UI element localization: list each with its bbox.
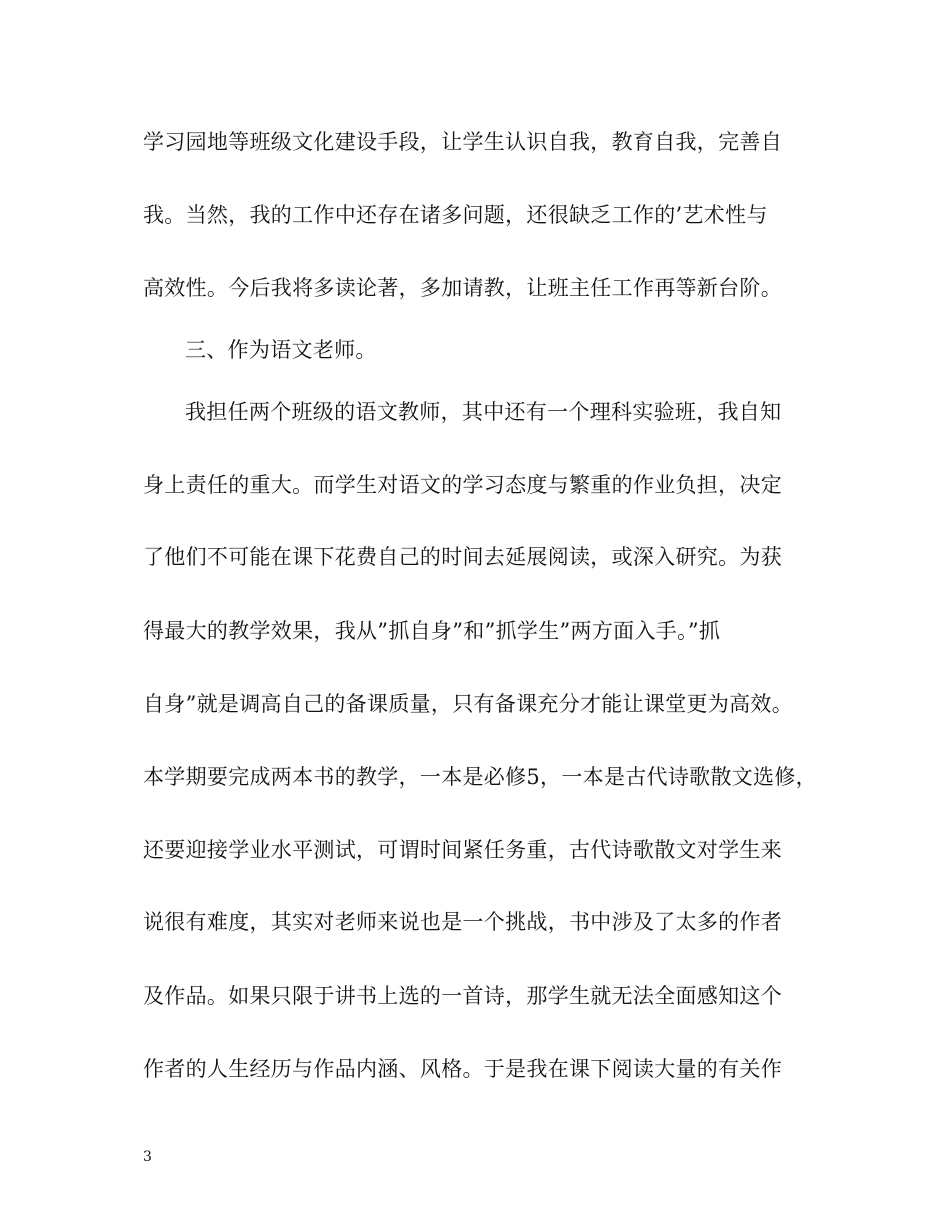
paragraph-line: 了他们不可能在课下花费自己的时间去延展阅读，或深入研究。为获 [143,545,782,569]
paragraph-line: 及作品。如果只限于讲书上选的一首诗，那学生就无法全面感知这个 [143,984,782,1008]
page-number: 3 [143,1149,152,1165]
paragraph-line: 自身”就是调高自己的备课质量，只有备课充分才能让课堂更为高效。 [143,692,794,716]
paragraph-line: 作者的人生经历与作品内涵、风格。于是我在课下阅读大量的有关作 [143,1057,782,1081]
paragraph-line: 高效性。今后我将多读论著，多加请教，让班主任工作再等新台阶。 [143,276,782,300]
paragraph-line: 得最大的教学效果，我从”抓自身”和”抓学生”两方面入手。”抓 [143,619,721,643]
paragraph-line: 本学期要完成两本书的教学，一本是必修5，一本是古代诗歌散文选修， [143,765,817,789]
paragraph-line: 身上责任的重大。而学生对语文的学习态度与繁重的作业负担，决定 [143,473,782,497]
paragraph-line: 还要迎接学业水平测试，可谓时间紧任务重，古代诗歌散文对学生来 [143,838,782,862]
section-heading: 三、作为语文老师。 [185,338,377,362]
paragraph-line: 说很有难度，其实对老师来说也是一个挑战，书中涉及了太多的作者 [143,910,782,934]
paragraph-line: 学习园地等班级文化建设手段，让学生认识自我，教育自我，完善自 [143,130,782,154]
paragraph-line: 我。当然，我的工作中还存在诸多问题，还很缺乏工作的’艺术性与 [143,203,768,227]
paragraph-line: 我担任两个班级的语文教师，其中还有一个理科实验班，我自知 [185,400,782,424]
